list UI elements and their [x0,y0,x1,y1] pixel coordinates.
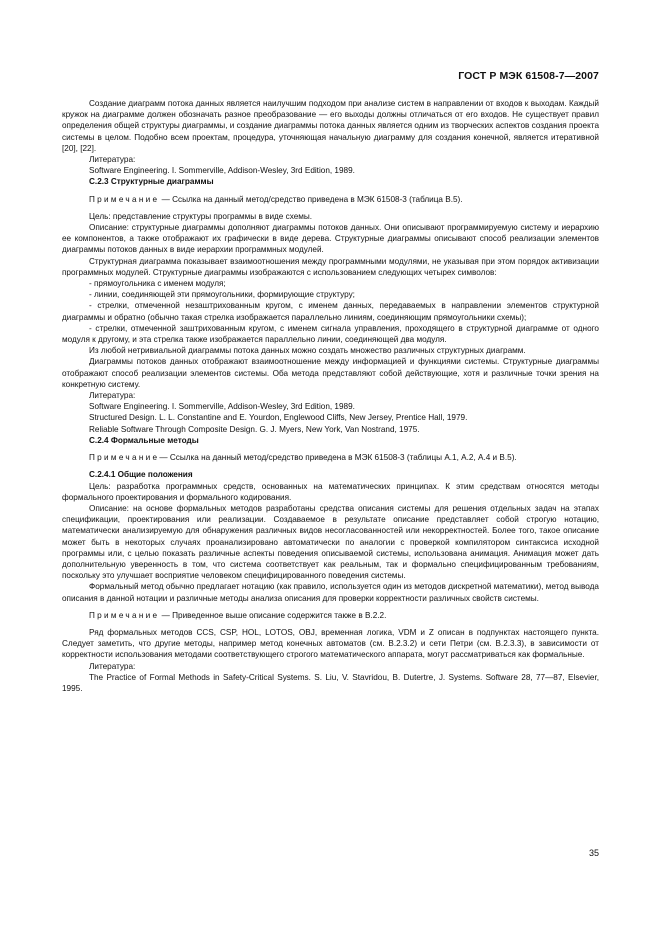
note-c23 [62,194,599,205]
note-text: — Приведенное выше описание содержится также в В.2.2. [159,610,387,620]
literature-label: Литература: [89,661,136,671]
note-text: — Ссылка на данный метод/средство приведена в МЭК 61508-3 (таблица В.5). [159,194,463,204]
note-label: Примечание [89,453,160,463]
list-item-symbol-1: - прямоугольника с именем модуля; [89,279,226,289]
reference-item: Structured Design. L. L. Constantine and E. Yourdon, Englewood Cliffs, New Jersey, Prentice Hall, 1979. [89,413,468,423]
paragraph-c241-notation: Формальный метод обычно предлагает нотацию (как правило, используется один из методов дискретной математики), метод вывода описания в данной нотации и различные методы анализа описания для проверки корректности различных свойств системы. [62,582,599,603]
reference-item: Software Engineering. I. Sommerville, Addison-Wesley, 3rd Edition, 1989. [89,166,355,176]
note-text: — Ссылка на данный метод/средство приведена в МЭК 61508-3 (таблицы А.1, А.2, А.4 и В.5). [159,453,517,463]
document-body [62,98,599,694]
list-item-symbol-4: - стрелки, отмеченной заштрихованным кругом, с именем сигнала управления, проходящего в структурной диаграмме от одного модуля к другому, и эта стрелка также изображается параллельно линии, соединяющей два модуля. [62,323,599,345]
paragraph-dfd-intro: Создание диаграмм потока данных является наилучшим подходом при анализе систем в направлении от входов к выходам. Каждый кружок на диаграмме должен обозначать разное преобразование — его выходы должны отличаться от его входов. Не существует правил определения общей структуры диаграммы, и создание диаграммы потока данных является одним из творческих аспектов создания проекта системы в целом. Подобно всем проектам, процедура, уточняющая начальную диаграмму для создания конечной, является итеративной [20], [22]. [62,99,599,153]
paragraph-c241-description: Описание: на основе формальных методов разработаны средства описания системы для решения отдельных задач на этапах спецификации, проектирования или реализации. Создаваемое в результате описание представляет собой строгую нотацию, математически анализируемую для обнаружения различных видов несогласованностей или некорректностей. Более того, такое описание может быть в некоторых случаях проанализировано автоматически по аналогии с проверкой компилятором синтаксиса исходной программы или, с целью показать различные аспекты поведения описываемой системы, использована анимация. Анимация может дать дополнительную уверенность в том, что система соответствует как реальным, так и формально специфицированным требованиям, поскольку это улучшает восприятие человеком специфицированного поведения системы. [62,503,599,581]
section-heading-c23: С.2.3 Структурные диаграммы [89,177,214,187]
note-c241 [62,610,599,621]
reference-item: The Practice of Formal Methods in Safety-Critical Systems. S. Liu, V. Stavridou, B. Dutertre, J. Systems. Software 28, 77—87, Elsevier, 1995. [62,672,599,693]
page-number: 35 [588,848,599,858]
paragraph-c23-comparison: Диаграммы потоков данных отображают взаимоотношение между информацией и функциями системы. Структурные диаграммы отображают способ реализации элементов системы. Оба метода представляют собой действующие, хотя и различные точки зрения на конкретную систему. [62,357,599,389]
list-item-symbol-2: - линии, соединяющей эти прямоугольники, формирующие структуру; [89,290,355,300]
paragraph-c23-nontrivial: Из любой нетривиальной диаграммы потока данных можно создать множество различных структурных диаграмм. [89,346,526,356]
section-heading-c24: С.2.4 Формальные методы [89,435,199,445]
document-header-id: ГОСТ Р МЭК 61508-7—2007 [458,70,599,82]
section-heading-c241: С.2.4.1 Общие положения [89,470,193,480]
paragraph-c23-structure: Структурная диаграмма показывает взаимоотношения между программными модулями, не указывая при этом порядок активизации программных модулей. Структурные диаграммы изображаются с использованием следующих четырех символов: [62,256,599,277]
reference-item: Reliable Software Through Composite Design. G. J. Myers, New York, Van Nostrand, 1975. [89,424,420,434]
note-label: Примечание [89,610,160,620]
literature-label: Литература: [89,391,136,401]
note-c24 [62,452,599,463]
list-item-symbol-3: - стрелки, отмеченной незаштрихованным кругом, с именем данных, передаваемых в направлении элементов структурной диаграммы и обратно (обычно такая стрелка изображается параллельно линиям, соединяющим прямоугольники схемы); [62,301,599,322]
paragraph-c241-goal: Цель: разработка программных средств, основанных на математических принципах. К этим средствам относятся методы формального проектирования и формального кодирования. [62,481,599,502]
reference-item: Software Engineering. I. Sommerville, Addison-Wesley, 3rd Edition, 1989. [89,402,355,412]
paragraph-c23-description: Описание: структурные диаграммы дополняют диаграммы потоков данных. Они описывают программируемую систему и иерархию ее компонентов, а также отображают их графически в виде дерева. Структурные диаграммы описывают способ реализации элементов диаграммы потоков данных в виде иерархии программных модулей. [62,223,599,255]
note-label: Примечание [89,194,160,204]
literature-label: Литература: [89,155,136,165]
paragraph-c23-goal: Цель: представление структуры программы в виде схемы. [89,211,313,221]
paragraph-c241-methods: Ряд формальных методов CCS, CSP, HOL, LOTOS, OBJ, временная логика, VDM и Z описан в подпунктах настоящего пункта. Следует заметить, что другие методы, например метод конечных автоматов (см. В.2.3.2) и сети Петри (см. В.2.3.3), в зависимости от корректности использования методами соответствующего строгого математического аппарата, могут рассматриваться как формальные. [62,627,599,660]
